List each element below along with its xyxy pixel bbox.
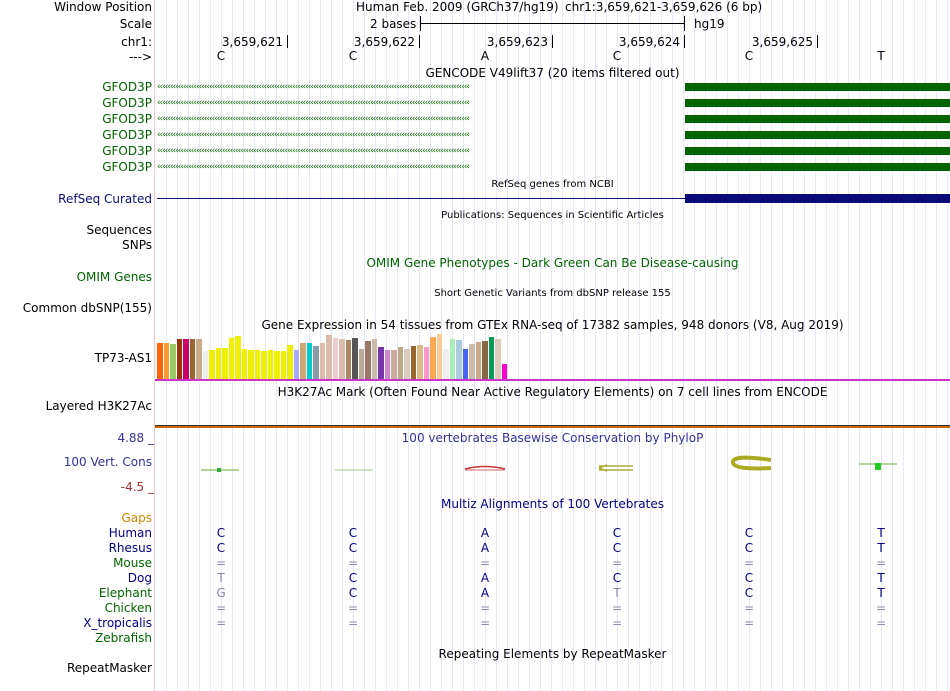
- multiz-track-title[interactable]: Multiz Alignments of 100 Vertebrates: [440, 497, 665, 511]
- alignment-base: C: [612, 541, 622, 555]
- alignment-base: C: [744, 586, 754, 600]
- species-label[interactable]: Dog: [127, 571, 152, 585]
- sequences-label[interactable]: Sequences: [86, 223, 152, 237]
- gtex-tissue-bar[interactable]: [417, 345, 423, 379]
- gtex-tissue-bar[interactable]: [404, 349, 410, 379]
- coordinate-tick: [552, 35, 553, 48]
- gtex-tissue-bar[interactable]: [157, 343, 163, 379]
- gtex-tissue-bar[interactable]: [274, 351, 280, 379]
- gtex-tissue-bar[interactable]: [294, 350, 300, 379]
- dbsnp-label[interactable]: Common dbSNP(155): [22, 301, 152, 315]
- gencode-track-title[interactable]: GENCODE V49lift37 (20 items filtered out): [425, 66, 680, 80]
- alignment-base: =: [347, 616, 359, 630]
- gtex-tissue-bar[interactable]: [450, 339, 456, 379]
- alignment-base: C: [744, 571, 754, 585]
- intron-strand-arrows: ‹‹‹‹‹‹‹‹‹‹‹‹‹‹‹‹‹‹‹‹‹‹‹‹‹‹‹‹‹‹‹‹‹‹‹‹‹‹‹‹‹‹‹‹‹‹‹‹‹‹‹‹‹‹‹‹‹‹‹‹‹‹‹‹‹‹‹‹‹‹‹‹‹‹‹‹‹‹‹‹‹‹‹‹‹‹‹‹‹‹‹‹‹‹‹‹‹‹‹‹‹‹‹‹‹‹‹‹‹‹‹‹‹‹‹‹‹‹‹‹: [157, 146, 469, 156]
- phylop-logo-glyphs[interactable]: [155, 452, 950, 482]
- phylop-track-title[interactable]: 100 vertebrates Basewise Conservation by PhyloP: [401, 431, 704, 445]
- gtex-tissue-bar[interactable]: [398, 347, 404, 379]
- coordinate-tick: [817, 35, 818, 48]
- gtex-tissue-bar[interactable]: [190, 339, 196, 379]
- alignment-base: =: [875, 556, 887, 570]
- gencode-gene-label[interactable]: GFOD3P: [102, 112, 152, 126]
- gtex-tissue-bar[interactable]: [443, 349, 449, 379]
- repeatmasker-label[interactable]: RepeatMasker: [66, 661, 152, 675]
- gtex-tissue-bar[interactable]: [196, 339, 202, 379]
- gtex-tissue-bar[interactable]: [255, 350, 261, 379]
- gtex-tissue-bar[interactable]: [281, 351, 287, 379]
- gtex-tissue-bar[interactable]: [391, 350, 397, 379]
- reference-base: C: [744, 49, 754, 63]
- gencode-gene-model[interactable]: [155, 114, 950, 124]
- publications-track-title[interactable]: Publications: Sequences in Scientific Articles: [441, 210, 664, 221]
- chrom-label: chr1:: [121, 35, 152, 49]
- gtex-tissue-bar[interactable]: [430, 337, 436, 379]
- alignment-base: T: [217, 571, 225, 585]
- alignment-base: T: [613, 586, 621, 600]
- gtex-tissue-bar[interactable]: [242, 349, 248, 379]
- gencode-gene-label[interactable]: GFOD3P: [102, 144, 152, 158]
- gtex-tissue-bar[interactable]: [378, 347, 384, 379]
- reference-base: C: [612, 49, 622, 63]
- window-position-label: Window Position: [54, 0, 152, 14]
- gtex-label[interactable]: TP73-AS1: [94, 351, 152, 365]
- gtex-tissue-bar[interactable]: [326, 335, 332, 379]
- h3k27ac-label[interactable]: Layered H3K27Ac: [45, 399, 152, 413]
- gtex-tissue-bar[interactable]: [222, 348, 228, 379]
- gtex-tissue-bar[interactable]: [170, 344, 176, 379]
- gutter-divider: [154, 0, 155, 691]
- coordinate-label: 3,659,621: [221, 35, 283, 49]
- alignment-base: C: [612, 526, 622, 540]
- refseq-exon-block[interactable]: [685, 194, 950, 203]
- alignment-base: T: [877, 526, 885, 540]
- gencode-gene-model[interactable]: [155, 98, 950, 108]
- scale-bar-end: [684, 16, 685, 31]
- alignment-base: =: [347, 601, 359, 615]
- alignment-base: A: [480, 571, 490, 585]
- coordinate-label: 3,659,624: [618, 35, 680, 49]
- scale-db: hg19: [694, 17, 725, 31]
- gtex-tissue-bar[interactable]: [216, 348, 222, 379]
- gtex-track-title[interactable]: Gene Expression in 54 tissues from GTEx RNA-seq of 17382 samples, 948 donors (V8, Aug 2019): [261, 318, 844, 332]
- species-label[interactable]: Human: [108, 526, 152, 540]
- intron-strand-arrows: ‹‹‹‹‹‹‹‹‹‹‹‹‹‹‹‹‹‹‹‹‹‹‹‹‹‹‹‹‹‹‹‹‹‹‹‹‹‹‹‹‹‹‹‹‹‹‹‹‹‹‹‹‹‹‹‹‹‹‹‹‹‹‹‹‹‹‹‹‹‹‹‹‹‹‹‹‹‹‹‹‹‹‹‹‹‹‹‹‹‹‹‹‹‹‹‹‹‹‹‹‹‹‹‹‹‹‹‹‹‹‹‹‹‹‹‹‹‹‹‹: [157, 114, 469, 124]
- gtex-tissue-bar[interactable]: [183, 339, 189, 379]
- gencode-gene-model[interactable]: [155, 162, 950, 172]
- gtex-tissue-bar[interactable]: [352, 338, 358, 379]
- gtex-tissue-bar[interactable]: [333, 338, 339, 379]
- gtex-tissue-bar[interactable]: [437, 334, 443, 379]
- alignment-base: =: [611, 616, 623, 630]
- reference-base: A: [480, 49, 490, 63]
- alignment-base: =: [479, 556, 491, 570]
- h3k27ac-track-title[interactable]: H3K27Ac Mark (Often Found Near Active Regulatory Elements) on 7 cell lines from ENCODE: [277, 385, 828, 399]
- gtex-tissue-bar[interactable]: [365, 341, 371, 379]
- gtex-tissue-bar[interactable]: [177, 339, 183, 379]
- gtex-tissue-bar[interactable]: [495, 339, 501, 379]
- exon-block: [685, 147, 950, 155]
- alignment-base: =: [875, 601, 887, 615]
- phylop-label[interactable]: 100 Vert. Cons: [63, 455, 152, 469]
- refseq-label[interactable]: RefSeq Curated: [58, 192, 152, 206]
- alignment-base: =: [215, 556, 227, 570]
- scale-label: Scale: [119, 17, 152, 31]
- gencode-gene-model[interactable]: [155, 146, 950, 156]
- coordinate-label: 3,659,625: [751, 35, 813, 49]
- species-label[interactable]: Zebrafish: [95, 631, 152, 645]
- alignment-base: C: [216, 526, 226, 540]
- gtex-tissue-bar[interactable]: [320, 343, 326, 379]
- alignment-base: =: [743, 601, 755, 615]
- gaps-label[interactable]: Gaps: [121, 511, 152, 525]
- refseq-track-title[interactable]: RefSeq genes from NCBI: [491, 179, 614, 190]
- intron-strand-arrows: ‹‹‹‹‹‹‹‹‹‹‹‹‹‹‹‹‹‹‹‹‹‹‹‹‹‹‹‹‹‹‹‹‹‹‹‹‹‹‹‹‹‹‹‹‹‹‹‹‹‹‹‹‹‹‹‹‹‹‹‹‹‹‹‹‹‹‹‹‹‹‹‹‹‹‹‹‹‹‹‹‹‹‹‹‹‹‹‹‹‹‹‹‹‹‹‹‹‹‹‹‹‹‹‹‹‹‹‹‹‹‹‹‹‹‹‹‹‹‹‹: [157, 130, 469, 140]
- alignment-base: G: [216, 586, 226, 600]
- species-label[interactable]: Rhesus: [108, 541, 152, 555]
- gtex-tissue-bar[interactable]: [300, 343, 306, 379]
- alignment-base: T: [877, 571, 885, 585]
- coordinate-tick: [419, 35, 420, 48]
- gtex-tissue-bar[interactable]: [359, 349, 365, 379]
- alignment-base: A: [480, 541, 490, 555]
- gtex-tissue-bar[interactable]: [463, 349, 469, 379]
- alignment-base: =: [347, 556, 359, 570]
- alignment-base: T: [877, 586, 885, 600]
- exon-block: [685, 83, 950, 91]
- exon-block: [685, 115, 950, 123]
- gtex-tissue-bar[interactable]: [424, 347, 430, 379]
- alignment-base: C: [348, 571, 358, 585]
- intron-strand-arrows: ‹‹‹‹‹‹‹‹‹‹‹‹‹‹‹‹‹‹‹‹‹‹‹‹‹‹‹‹‹‹‹‹‹‹‹‹‹‹‹‹‹‹‹‹‹‹‹‹‹‹‹‹‹‹‹‹‹‹‹‹‹‹‹‹‹‹‹‹‹‹‹‹‹‹‹‹‹‹‹‹‹‹‹‹‹‹‹‹‹‹‹‹‹‹‹‹‹‹‹‹‹‹‹‹‹‹‹‹‹‹‹‹‹‹‹‹‹‹‹‹: [157, 98, 469, 108]
- gtex-tissue-bar[interactable]: [489, 337, 495, 379]
- position-readout: chr1:3,659,621-3,659,626 (6 bp): [565, 0, 763, 14]
- alignment-base: C: [348, 586, 358, 600]
- alignment-base: C: [348, 526, 358, 540]
- coordinate-tick: [287, 35, 288, 48]
- gtex-tissue-bar[interactable]: [502, 364, 508, 379]
- phylop-min-label: -4.5 _: [120, 480, 154, 494]
- refseq-intron-line[interactable]: [157, 198, 685, 199]
- gtex-tissue-bar[interactable]: [268, 350, 274, 379]
- alignment-base: =: [479, 601, 491, 615]
- alignment-base: =: [611, 556, 623, 570]
- species-label[interactable]: Chicken: [104, 601, 152, 615]
- alignment-base: =: [215, 601, 227, 615]
- alignment-base: A: [480, 526, 490, 540]
- reference-base: C: [216, 49, 226, 63]
- exon-block: [685, 131, 950, 139]
- species-label[interactable]: Mouse: [113, 556, 152, 570]
- alignment-base: A: [480, 586, 490, 600]
- gencode-gene-label[interactable]: GFOD3P: [102, 80, 152, 94]
- dbsnp-track-title[interactable]: Short Genetic Variants from dbSNP release 155: [434, 288, 671, 299]
- reference-base: C: [348, 49, 358, 63]
- repeatmasker-track-title[interactable]: Repeating Elements by RepeatMasker: [438, 647, 667, 661]
- gtex-tissue-bar[interactable]: [164, 343, 170, 379]
- gtex-tissue-bar[interactable]: [229, 338, 235, 379]
- omim-track-title[interactable]: OMIM Gene Phenotypes - Dark Green Can Be Disease-causing: [366, 256, 739, 270]
- scale-text: 2 bases: [370, 17, 417, 31]
- gtex-tissue-bar[interactable]: [339, 339, 345, 379]
- gtex-tissue-bar[interactable]: [287, 345, 293, 379]
- gencode-gene-model[interactable]: [155, 130, 950, 140]
- alignment-base: C: [216, 541, 226, 555]
- gtex-tissue-bar[interactable]: [313, 346, 319, 379]
- gtex-tissue-bar[interactable]: [209, 350, 215, 379]
- gencode-gene-label[interactable]: GFOD3P: [102, 160, 152, 174]
- alignment-base: T: [877, 541, 885, 555]
- gtex-tissue-bar[interactable]: [307, 343, 313, 379]
- alignment-base: =: [875, 616, 887, 630]
- gtex-baseline: [155, 379, 950, 381]
- species-label[interactable]: X_tropicalis: [83, 616, 152, 630]
- coordinate-label: 3,659,622: [353, 35, 415, 49]
- coordinate-tick: [684, 35, 685, 48]
- intron-strand-arrows: ‹‹‹‹‹‹‹‹‹‹‹‹‹‹‹‹‹‹‹‹‹‹‹‹‹‹‹‹‹‹‹‹‹‹‹‹‹‹‹‹‹‹‹‹‹‹‹‹‹‹‹‹‹‹‹‹‹‹‹‹‹‹‹‹‹‹‹‹‹‹‹‹‹‹‹‹‹‹‹‹‹‹‹‹‹‹‹‹‹‹‹‹‹‹‹‹‹‹‹‹‹‹‹‹‹‹‹‹‹‹‹‹‹‹‹‹‹‹‹‹: [157, 162, 469, 172]
- alignment-base: =: [743, 556, 755, 570]
- species-label[interactable]: Elephant: [98, 586, 152, 600]
- alignment-base: C: [348, 541, 358, 555]
- gtex-tissue-bar[interactable]: [476, 342, 482, 379]
- gtex-tissue-bar[interactable]: [248, 350, 254, 379]
- assembly-title: Human Feb. 2009 (GRCh37/hg19): [356, 0, 559, 14]
- alignment-base: C: [612, 571, 622, 585]
- alignment-base: C: [744, 541, 754, 555]
- alignment-base: =: [479, 616, 491, 630]
- gtex-tissue-bar[interactable]: [469, 344, 475, 379]
- scale-bar-start: [420, 16, 421, 31]
- strand-label: --->: [128, 50, 152, 64]
- intron-strand-arrows: ‹‹‹‹‹‹‹‹‹‹‹‹‹‹‹‹‹‹‹‹‹‹‹‹‹‹‹‹‹‹‹‹‹‹‹‹‹‹‹‹‹‹‹‹‹‹‹‹‹‹‹‹‹‹‹‹‹‹‹‹‹‹‹‹‹‹‹‹‹‹‹‹‹‹‹‹‹‹‹‹‹‹‹‹‹‹‹‹‹‹‹‹‹‹‹‹‹‹‹‹‹‹‹‹‹‹‹‹‹‹‹‹‹‹‹‹‹‹‹‹: [157, 82, 469, 92]
- gtex-tissue-bar[interactable]: [235, 336, 241, 379]
- gencode-gene-model[interactable]: [155, 82, 950, 92]
- alignment-base: =: [215, 616, 227, 630]
- gtex-tissue-bar[interactable]: [346, 340, 352, 379]
- gtex-tissue-bar[interactable]: [385, 350, 391, 379]
- exon-block: [685, 99, 950, 107]
- exon-block: [685, 163, 950, 171]
- phylop-max-label: 4.88 _: [117, 431, 154, 445]
- gtex-tissue-bar[interactable]: [261, 351, 267, 379]
- alignment-base: =: [611, 601, 623, 615]
- reference-base: T: [877, 49, 885, 63]
- gtex-tissue-bar[interactable]: [456, 340, 462, 379]
- gtex-tissue-bar[interactable]: [411, 346, 417, 379]
- gtex-tissue-bar[interactable]: [372, 339, 378, 379]
- gencode-gene-label[interactable]: GFOD3P: [102, 96, 152, 110]
- h3k27ac-signal-line[interactable]: [155, 425, 950, 428]
- snps-label[interactable]: SNPs: [122, 238, 152, 252]
- gencode-gene-label[interactable]: GFOD3P: [102, 128, 152, 142]
- alignment-base: C: [744, 526, 754, 540]
- gtex-tissue-bar[interactable]: [203, 351, 209, 379]
- alignment-base: =: [743, 616, 755, 630]
- gtex-tissue-bar[interactable]: [482, 341, 488, 379]
- gtex-bar-chart[interactable]: [155, 330, 950, 380]
- coordinate-label: 3,659,623: [486, 35, 548, 49]
- scale-bar: [420, 23, 684, 24]
- omim-label[interactable]: OMIM Genes: [76, 270, 152, 284]
